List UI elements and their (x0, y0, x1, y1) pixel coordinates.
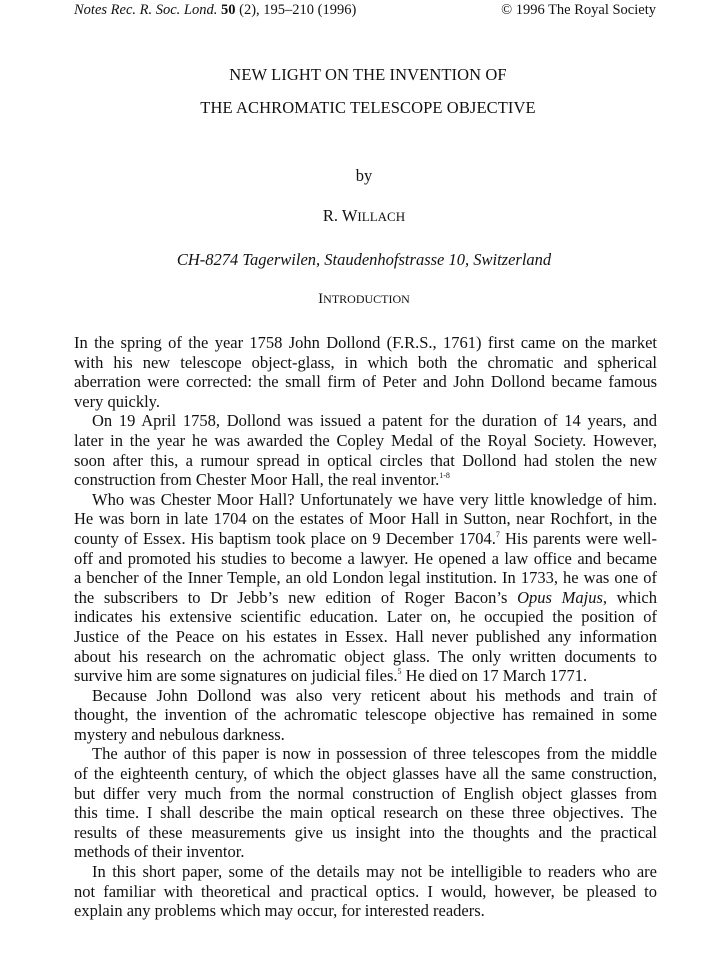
title-line-2: THE ACHROMATIC TELESCOPE OBJECTIVE (200, 98, 536, 117)
text-line: indicates his extensive scientific education. Later on, he occupied the position of (74, 607, 657, 627)
text-line: On 19 April 1758, Dollond was issued a patent for the duration of 14 years, and (92, 411, 657, 431)
text-line: Justice of the Peace on his estates in Essex. Hall never published any information (74, 626, 657, 646)
text-line: a bencher of the Inner Temple, an old London legal institution. In 1733, he was one of (74, 568, 657, 588)
footnote-ref: 5 (397, 667, 402, 677)
text-line: In the spring of the year 1758 John Dollond (F.R.S., 1761) first came on the market (74, 333, 657, 352)
text-line: results of these measurements give us insight into the thoughts and the practical (74, 822, 657, 842)
book-title: Opus Majus (517, 587, 603, 607)
text-line: with his new telescope object-glass, in which both the chromatic and spherical (74, 352, 657, 372)
author-address: CH-8274 Tagerwilen, Staudenhofstrasse 10, Switzerland (176, 250, 552, 269)
text-line: soon after this, a rumour spread in optical circles that Dollond had stolen the new (74, 450, 657, 470)
paragraph-4 (74, 686, 657, 745)
text-line: about his research on the achromatic object glass. The only written documents to (74, 646, 657, 666)
text-line: construction from Chester Moor Hall, the real inventor.$^{1-8}$ (74, 470, 450, 490)
text-line: Because John Dollond was also very reticent about his methods and train of (92, 685, 657, 705)
text-line: off and promoted his studies to become a lawyer. He opened a law office and became (74, 548, 657, 568)
paragraph-6 (74, 862, 657, 921)
text-line: In this short paper, some of the details may not be intelligible to readers who are (92, 862, 657, 882)
text-line: He was born in late 1704 on the estates of Moor Hall in Sutton, near Rochfort, in the (74, 509, 657, 529)
text-line: aberration were corrected: the small firm of Peter and John Dollond became famous (74, 372, 657, 392)
section-heading-introduction: INTRODUCTION (318, 291, 410, 307)
text-line: survive him are some signatures on judicial files.$^5$ He died on 17 March 1771. (74, 666, 588, 686)
text-line: of the eighteenth century, of which the object glasses have all the same construction, (74, 764, 657, 784)
text-line: but differ very much from the normal construction of English object glasses from (74, 783, 657, 803)
paragraph-2 (74, 411, 657, 489)
article-body (74, 333, 657, 921)
text-line: very quickly. (74, 391, 160, 411)
author-name: R. WILLACH (322, 206, 406, 225)
text-line: Who was Chester Moor Hall? Unfortunately we have very little knowledge of him. (92, 489, 657, 509)
article-title (0, 58, 720, 124)
text-line: methods of their inventor. (74, 842, 245, 862)
text-line: the subscribers to Dr Jebb’s new edition of Roger Bacon’s Opus Majus, which (74, 587, 657, 607)
journal-citation: Notes Rec. R. Soc. Lond. 50 (2), 195–210 (1996) (74, 2, 357, 18)
paragraph-3 (74, 490, 657, 686)
paragraph-5 (74, 744, 657, 862)
text-line: The author of this paper is now in possession of three telescopes from the middle (92, 744, 657, 764)
text-line: county of Essex. His baptism took place on 9 December 1704.$^7$ His parents were well- (74, 528, 657, 548)
text-line: this time. I shall describe the main optical research on these three objectives. The (74, 803, 657, 823)
byline: by (355, 166, 373, 185)
footnote-ref: 1-8 (439, 471, 450, 481)
copyright-notice: © 1996 The Royal Society (501, 2, 656, 18)
title-line-1: NEW LIGHT ON THE INVENTION OF (229, 65, 507, 84)
text-line: later in the year he was awarded the Copley Medal of the Royal Society. However, (74, 430, 657, 450)
text-line: mystery and nebulous darkness. (74, 724, 285, 744)
paragraph-1 (74, 333, 657, 411)
footnote-ref: 7 (495, 529, 500, 539)
text-line: explain any problems which may occur, for interested readers. (74, 901, 485, 921)
text-line: thought, the invention of the achromatic telescope objective has remained in some (74, 705, 657, 725)
text-line: not familiar with theoretical and practical optics. I would, however, be pleased to (74, 881, 657, 901)
running-header (74, 1, 656, 19)
